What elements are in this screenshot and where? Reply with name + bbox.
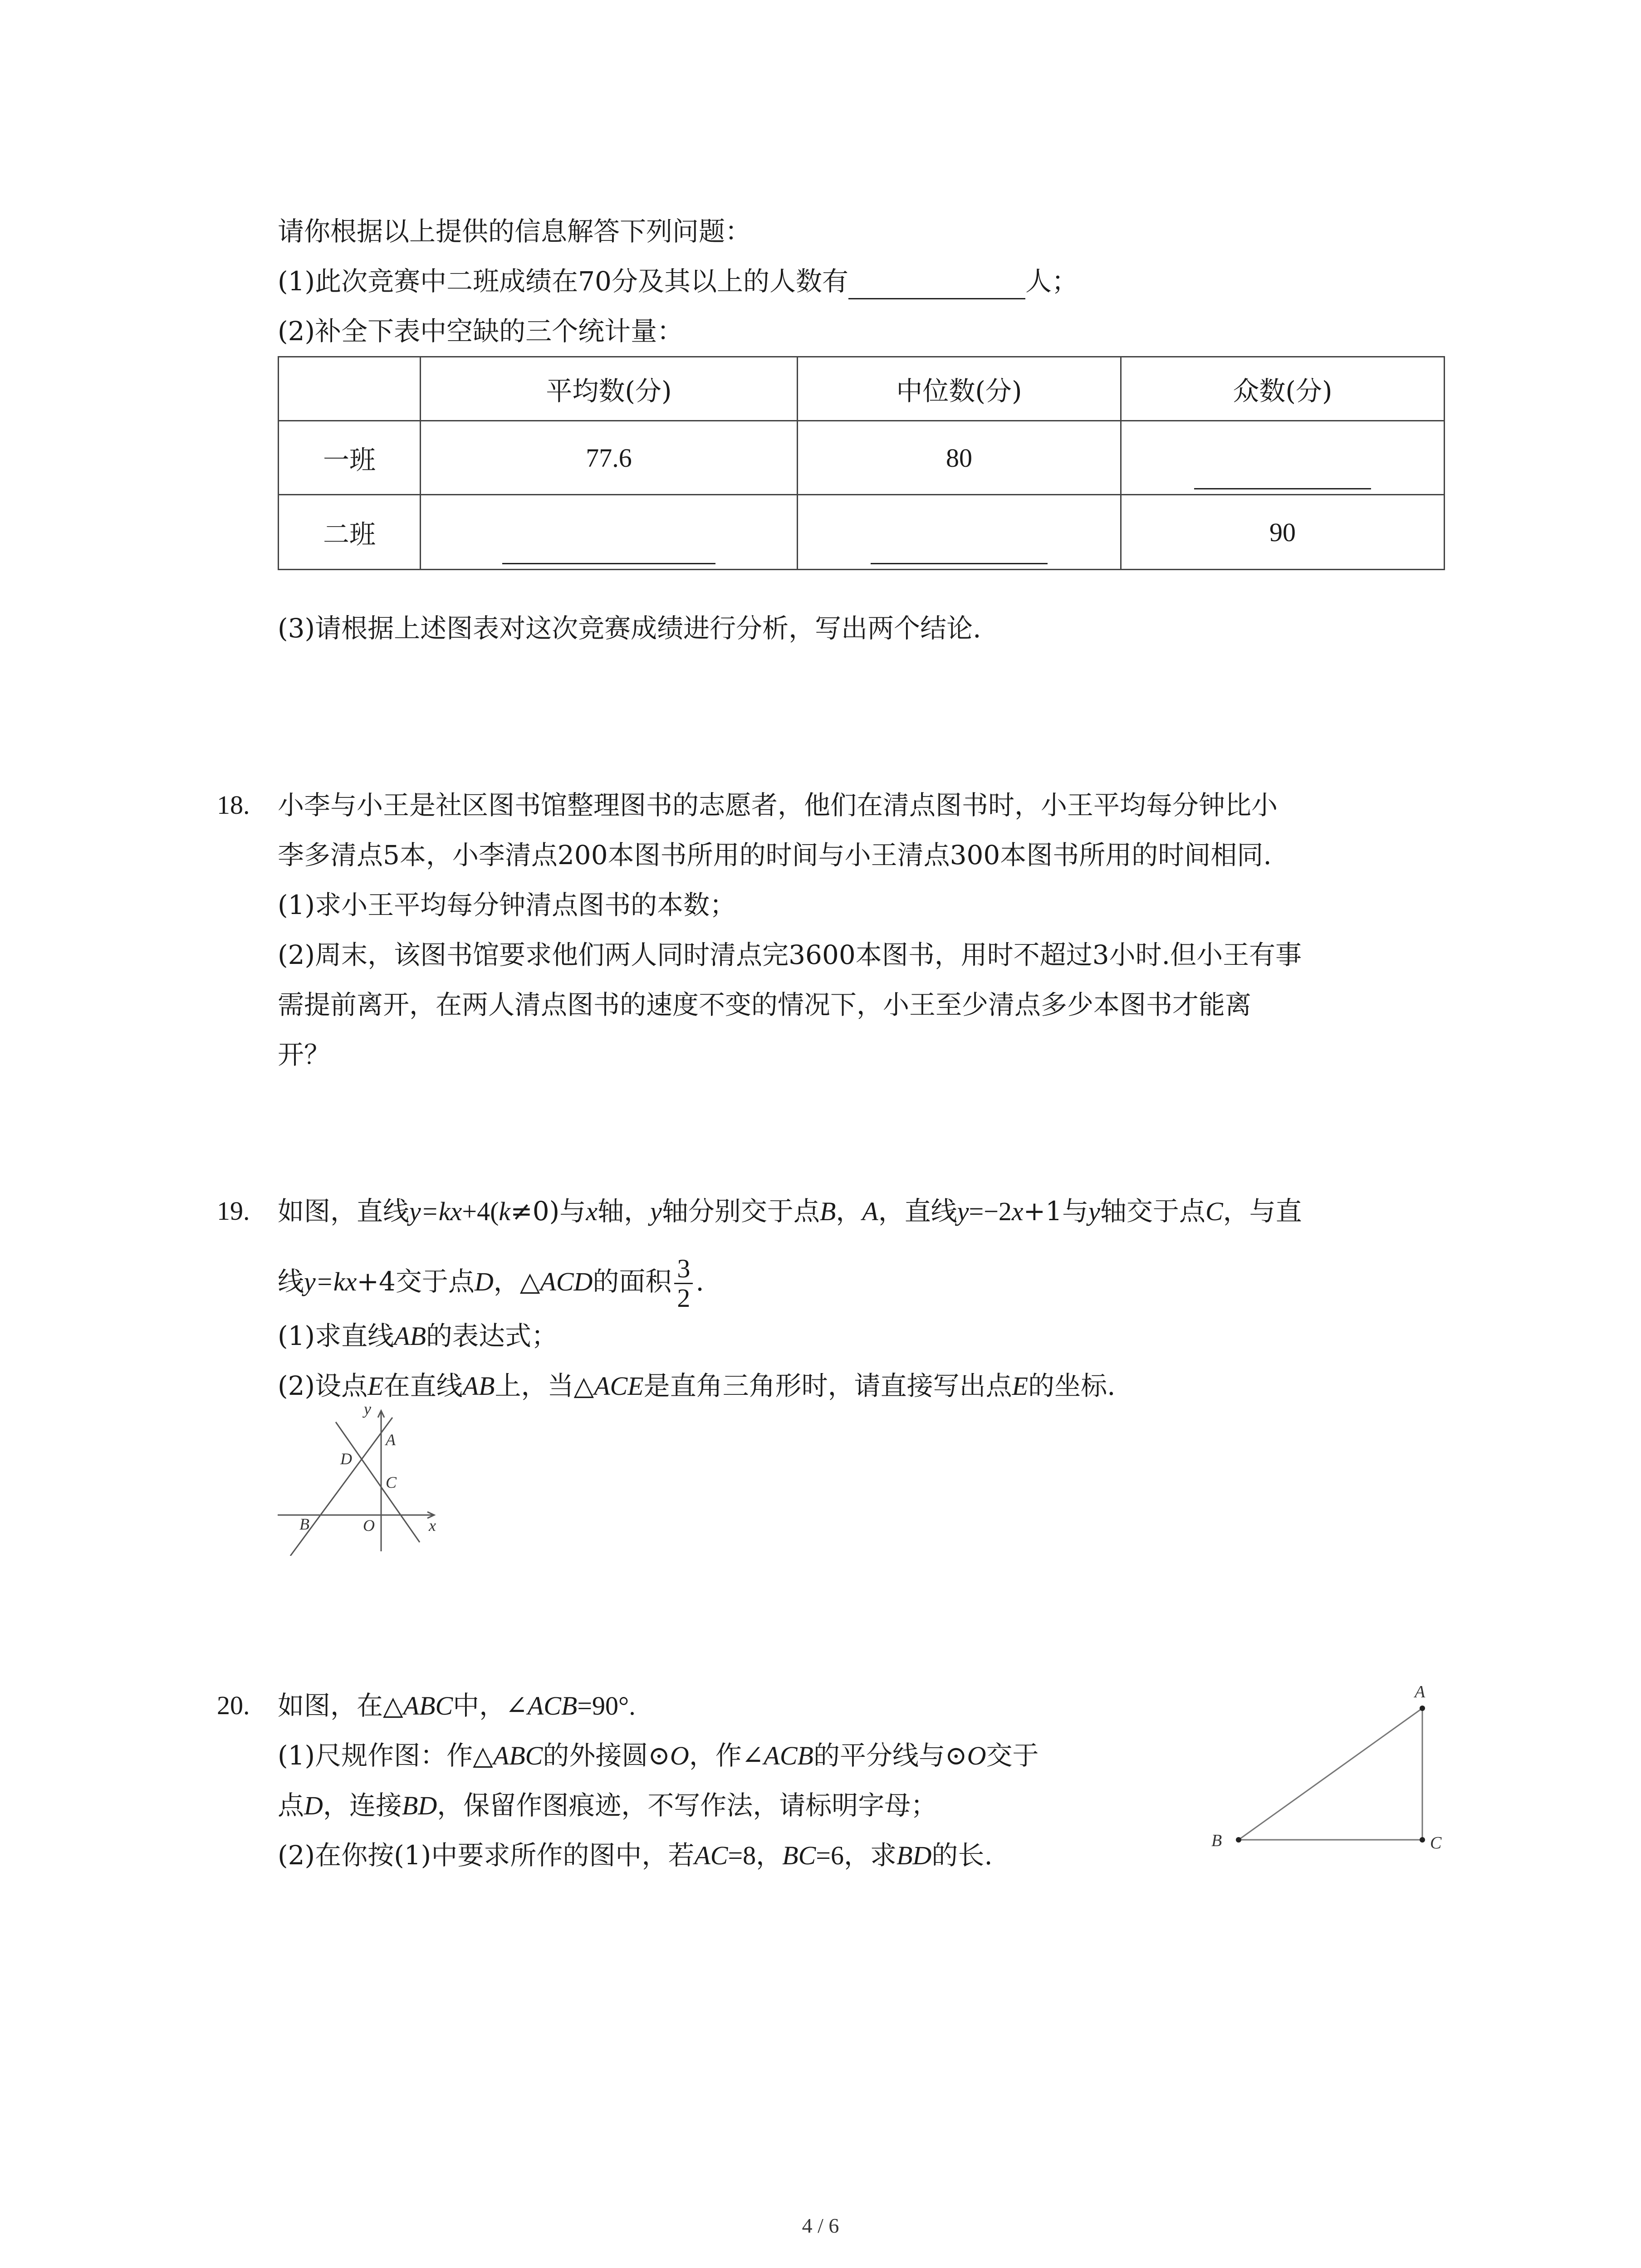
q18-line2: 李多清点5本，小李清点200本图书所用的时间与小王清点300本图书所用的时间相同. [278,840,1272,870]
page-number: 4 / 6 [802,2214,839,2237]
q18-line6: 开？ [278,1039,331,1070]
q19-math: y=kx [409,1197,462,1226]
q19-math: x [586,1197,598,1226]
q18-number: 18. [217,790,250,820]
q19-text: ， [836,1196,862,1227]
q19-math: y=kx [304,1267,357,1296]
q20-math: O [670,1741,689,1770]
q20-text: =90°. [577,1691,636,1721]
table-row [279,421,1445,495]
q20-math: D [304,1791,323,1820]
q19-text: 轴分别交于点 [661,1196,820,1227]
q20-text: 的平分线与⊙ [813,1740,967,1771]
q20-text: 如图，在△ [278,1690,403,1721]
q20-number: 20. [217,1691,250,1720]
q20-text: (2)在你按(1)中要求所作的图中，若 [278,1840,695,1871]
q20-text: 交于 [986,1740,1039,1771]
q20-part1-cont [278,1787,937,1824]
q20-math: ABC [403,1691,453,1721]
q20-part1 [278,1737,1038,1774]
label-b: B [299,1515,309,1533]
q19-text: 的坐标. [1028,1370,1116,1401]
q20-math: AC [694,1841,728,1870]
table-header-row [279,357,1445,421]
q19-line2 [278,1243,704,1320]
label-c: C [1430,1833,1442,1853]
q19-math: y [650,1197,662,1226]
table-header-mean: 平均数(分) [421,357,798,421]
q19-math: E [367,1371,384,1401]
label-y: y [364,1402,371,1418]
q20-text: 的外接圆⊙ [543,1740,670,1771]
q17-part1-unit: 人； [1025,266,1078,297]
q20-text: ，连接 [323,1790,402,1821]
table-cell-mean [421,495,798,570]
q19-text: ，△ [493,1266,540,1297]
q20-text: 中，∠ [453,1690,528,1721]
table-cell-median: 80 [798,421,1121,495]
q19-text: =−2 [969,1197,1012,1226]
label-x: x [429,1516,436,1535]
stats-table [278,356,1445,570]
q19-text: +1与 [1023,1196,1089,1227]
q19-math: A [862,1197,878,1226]
q19-text: +4交于点 [357,1266,475,1297]
table-row-label: 二班 [279,495,421,570]
q17-part2: (2)补全下表中空缺的三个统计量： [278,316,684,347]
fraction-numerator: 3 [674,1255,693,1284]
q19-text: 的面积 [593,1266,672,1297]
q17-part1 [278,263,1078,299]
q19-text: (2)设点 [278,1370,368,1401]
q19-text: ，直线 [878,1196,957,1227]
q19-text: ≠0)与 [510,1196,586,1227]
table-header-empty [279,357,421,421]
q19-figure [272,1402,463,1556]
q20-math: ACB [527,1691,578,1721]
q19-text: +4( [462,1197,499,1226]
q20-math: ACB [764,1741,813,1770]
q17-part1-text: (1)此次竞赛中二班成绩在70分及其以上的人数有 [278,266,848,297]
q18-line5: 需提前离开，在两人清点图书的速度不变的情况下，小王至少清点多少本图书才能离 [278,989,1252,1020]
line-cd [336,1422,420,1542]
q19-math: B [819,1197,836,1226]
q19-number: 19. [217,1196,250,1226]
q19-text: 轴， [598,1196,651,1227]
q20-line1 [278,1687,636,1724]
q18-line4: (2)周末，该图书馆要求他们两人同时清点完3600本图书，用时不超过3小时.但小王有事 [278,939,1302,970]
q19-text: 轴交于点 [1100,1196,1205,1227]
label-a: A [1415,1682,1425,1701]
table-row [279,495,1445,570]
q19-text: 是直角三角形时，请直接写出点 [643,1370,1012,1401]
table-cell-mode: 90 [1121,495,1445,570]
q19-text: ，与直 [1223,1196,1302,1227]
q19-text: . [696,1266,704,1297]
q19-math: y [957,1197,969,1226]
side-ab [1239,1708,1422,1840]
q19-line1 [278,1193,1302,1230]
q17-part3: (3)请根据上述图表对这次竞赛成绩进行分析，写出两个结论. [278,613,981,644]
table-header-median: 中位数(分) [798,357,1121,421]
table-blank [502,540,715,564]
label-c: C [386,1473,397,1491]
fraction-denominator: 2 [677,1283,691,1313]
q19-text: 如图，直线 [278,1196,410,1227]
label-b: B [1211,1831,1222,1850]
q20-text: (1)尺规作图：作△ [278,1740,493,1771]
q19-text: 上，当△ [495,1370,594,1401]
table-row-label: 一班 [279,421,421,495]
q17-intro: 请你根据以上提供的信息解答下列问题： [278,216,752,247]
q20-text: =8， [728,1841,783,1870]
q19-math: x [1011,1197,1024,1226]
q19-math: AB [394,1321,426,1351]
q20-text: ，作∠ [689,1740,764,1771]
q19-part2 [278,1368,1116,1404]
q19-math: AB [462,1371,495,1401]
q19-math: D [474,1267,494,1296]
table-blank [1194,465,1371,489]
point-c [1420,1837,1425,1843]
q19-math: C [1205,1197,1223,1226]
q19-part1 [278,1318,558,1354]
q18-line3: (1)求小王平均每分钟清点图书的本数； [278,890,736,920]
table-cell-median [798,495,1121,570]
q20-text: 的长. [931,1840,993,1871]
q20-text: 点 [278,1790,304,1821]
table-cell-mode [1121,421,1445,495]
q20-part2 [278,1837,993,1874]
line-ab [290,1418,392,1556]
q19-math: ACD [540,1267,593,1296]
q19-math: E [1012,1371,1029,1401]
q19-text: 的表达式； [426,1320,558,1351]
table-blank [871,540,1048,564]
q20-figure [1198,1674,1461,1864]
point-a [1420,1706,1425,1711]
q19-text: (1)求直线 [278,1320,394,1351]
q20-math: O [967,1741,986,1770]
q20-text: ，保留作图痕迹，不写作法，请标明字母； [437,1790,937,1821]
q19-math: ACE [594,1371,644,1401]
q20-math: BD [896,1841,932,1870]
label-o: O [363,1516,375,1535]
q17-part1-blank [848,273,1025,299]
point-b [1236,1837,1241,1843]
table-header-mode: 众数(分) [1121,357,1445,421]
fraction [674,1255,693,1312]
q19-math: y [1088,1197,1100,1226]
q20-math: BC [782,1841,816,1870]
q18-line1: 小李与小王是社区图书馆整理图书的志愿者，他们在清点图书时，小王平均每分钟比小 [278,790,1278,821]
q19-text: 线 [278,1266,304,1297]
q19-text: 在直线 [383,1370,463,1401]
label-a: A [386,1431,396,1449]
q20-text: =6，求 [816,1841,897,1870]
q19-math: k [499,1197,511,1226]
label-d: D [340,1450,352,1468]
q20-math: BD [402,1791,437,1820]
table-cell-mean: 77.6 [421,421,798,495]
q20-math: ABC [493,1741,543,1770]
